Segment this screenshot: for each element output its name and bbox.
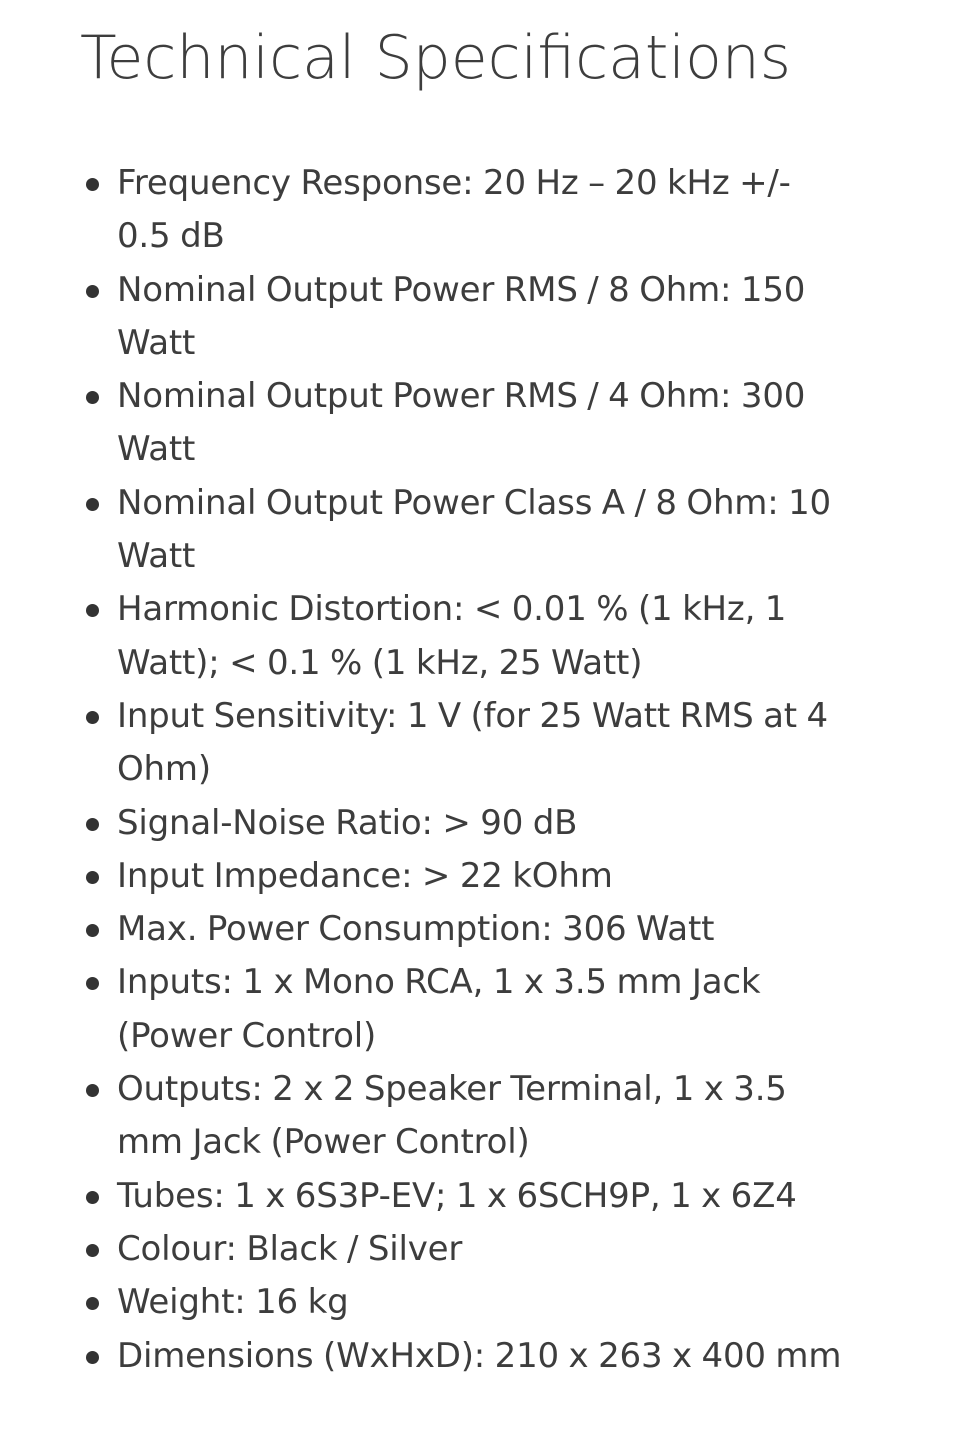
spec-list	[117, 157, 852, 1383]
bullet-icon	[86, 498, 99, 511]
bullet-icon	[86, 178, 99, 191]
spec-text: Colour: Black / Silver	[117, 1228, 463, 1269]
spec-text: Inputs: 1 x Mono RCA, 1 x 3.5 mm Jack (Power Control)	[117, 962, 761, 1056]
page-title: Technical Specifications	[80, 23, 792, 93]
spec-text: Dimensions (WxHxD): 210 x 263 x 400 mm	[117, 1335, 842, 1376]
spec-text: Harmonic Distortion: < 0.01 % (1 kHz, 1 Watt); < 0.1 % (1 kHz, 25 Watt)	[117, 589, 787, 683]
bullet-icon	[86, 924, 99, 937]
spec-item-signal-noise-ratio	[117, 797, 852, 850]
bullet-icon	[86, 977, 99, 990]
spec-text: Nominal Output Power RMS / 8 Ohm: 150 Watt	[117, 269, 806, 363]
spec-item-tubes	[117, 1170, 852, 1223]
spec-text: Frequency Response: 20 Hz – 20 kHz +/- 0.5 dB	[117, 163, 791, 257]
spec-item-frequency-response	[117, 157, 852, 264]
spec-item-harmonic-distortion	[117, 583, 852, 690]
spec-item-inputs	[117, 956, 852, 1063]
spec-item-weight	[117, 1276, 852, 1329]
spec-item-outputs	[117, 1063, 852, 1170]
bullet-icon	[86, 604, 99, 617]
spec-text: Max. Power Consumption: 306 Watt	[117, 909, 715, 950]
bullet-icon	[86, 391, 99, 404]
bullet-icon	[86, 1244, 99, 1257]
spec-item-colour	[117, 1223, 852, 1276]
bullet-icon	[86, 818, 99, 831]
bullet-icon	[86, 1084, 99, 1097]
bullet-icon	[86, 1191, 99, 1204]
spec-item-input-impedance	[117, 850, 852, 903]
bullet-icon	[86, 871, 99, 884]
spec-item-input-sensitivity	[117, 690, 852, 797]
bullet-icon	[86, 711, 99, 724]
spec-text: Nominal Output Power Class A / 8 Ohm: 10 Watt	[117, 482, 831, 577]
spec-item-output-power-8-ohm	[117, 264, 852, 371]
spec-item-dimensions	[117, 1330, 852, 1383]
spec-text: Input Impedance: > 22 kOhm	[117, 855, 613, 896]
spec-item-output-power-class-a	[117, 477, 852, 584]
spec-text: Nominal Output Power RMS / 4 Ohm: 300 Watt	[117, 376, 806, 470]
spec-text: Tubes: 1 x 6S3P-EV; 1 x 6SCH9P, 1 x 6Z4	[117, 1175, 797, 1216]
spec-text: Outputs: 2 x 2 Speaker Terminal, 1 x 3.5 mm Jack (Power Control)	[117, 1069, 787, 1163]
bullet-icon	[86, 1297, 99, 1310]
bullet-icon	[86, 285, 99, 298]
spec-item-output-power-4-ohm	[117, 370, 852, 477]
spec-text: Input Sensitivity: 1 V (for 25 Watt RMS at 4 Ohm)	[117, 695, 828, 790]
bullet-icon	[86, 1351, 99, 1364]
spec-item-power-consumption	[117, 903, 852, 956]
spec-text: Signal-Noise Ratio: > 90 dB	[117, 802, 578, 843]
spec-text: Weight: 16 kg	[117, 1282, 349, 1323]
